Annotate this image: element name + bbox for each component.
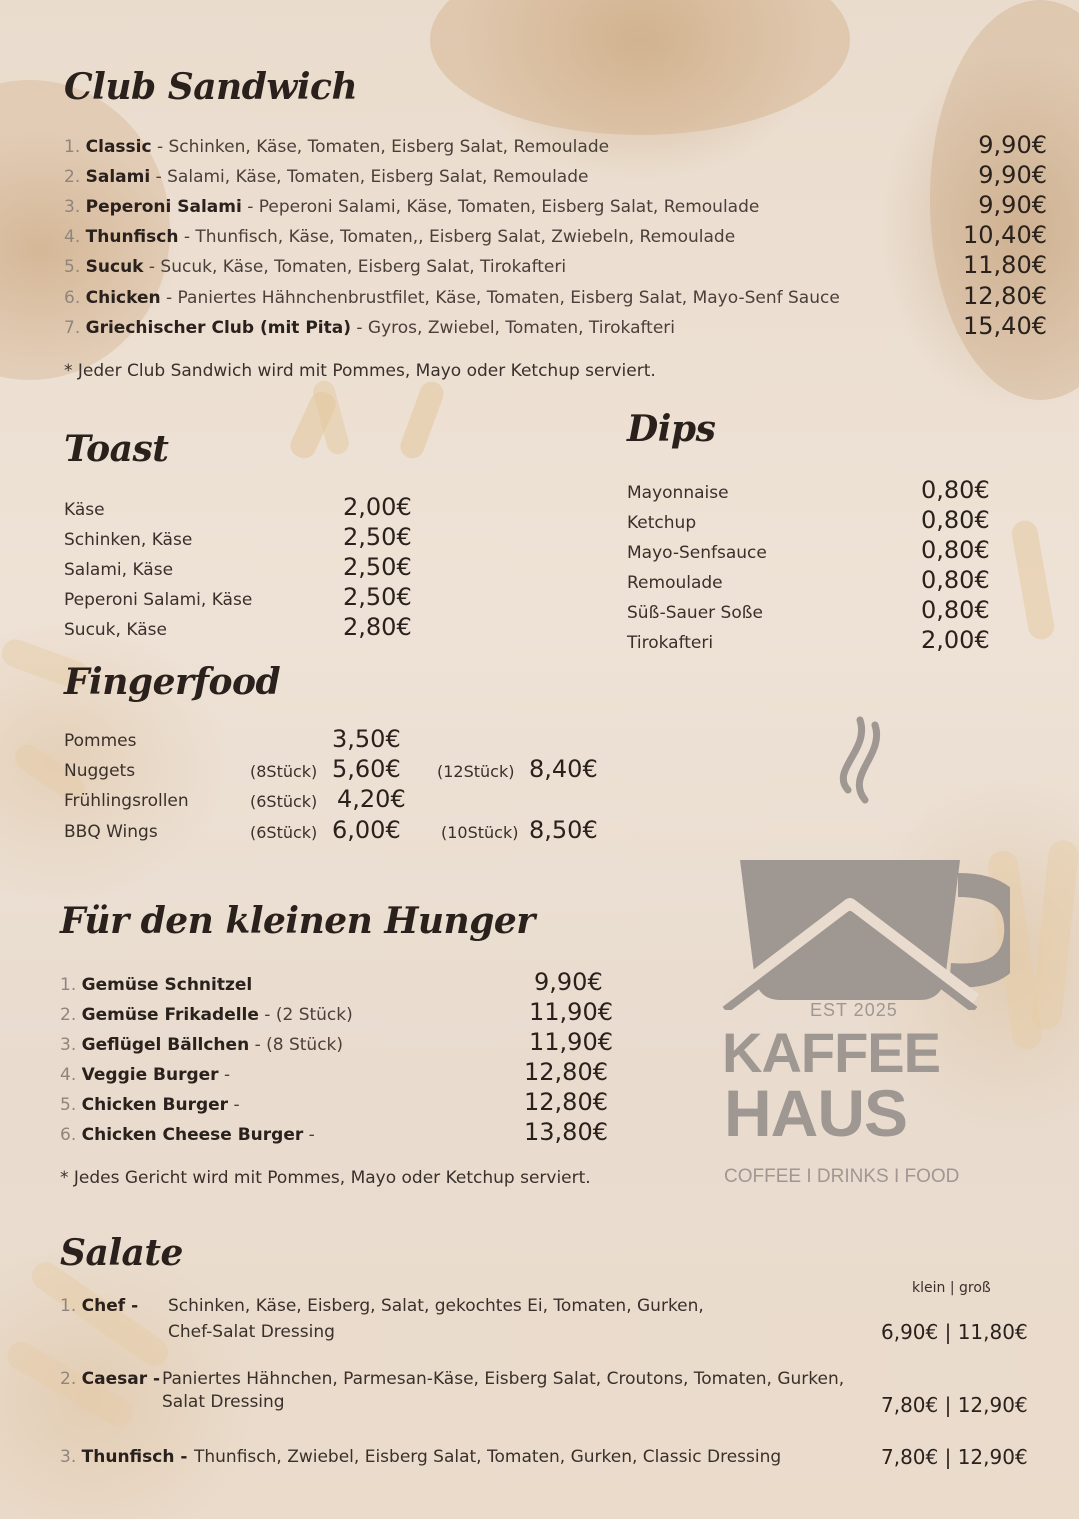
hunger-item-price: 9,90€ xyxy=(534,968,603,996)
hunger-item-price: 11,90€ xyxy=(529,1028,613,1056)
club-item: 4. Thunfisch - Thunfisch, Käse, Tomaten,, Eisberg Salat, Zwiebeln, Remoulade xyxy=(64,227,736,247)
hunger-item: 3. Geflügel Bällchen - (8 Stück) xyxy=(60,1035,344,1055)
club-item: 7. Griechischer Club (mit Pita) - Gyros, Zwiebel, Tomaten, Tirokafteri xyxy=(64,318,676,338)
hunger-item: 1. Gemüse Schnitzel xyxy=(60,975,253,995)
logo-tagline: COFFEE I DRINKS I FOOD xyxy=(724,1166,960,1187)
fingerfood-qty: (8Stück) xyxy=(250,762,318,781)
hunger-item: 5. Chicken Burger - xyxy=(60,1095,240,1115)
club-item-price: 9,90€ xyxy=(978,131,1047,159)
dips-item: Remoulade xyxy=(627,573,723,593)
hunger-item: 4. Veggie Burger - xyxy=(60,1065,231,1085)
salad-desc: Thunfisch, Zwiebel, Eisberg Salat, Tomaten, Gurken, Classic Dressing xyxy=(194,1447,782,1467)
fingerfood-qty: (6Stück) xyxy=(250,792,318,811)
hunger-item: 6. Chicken Cheese Burger - xyxy=(60,1125,315,1145)
fingerfood-qty: (6Stück) xyxy=(250,823,318,842)
club-item-price: 10,40€ xyxy=(963,221,1047,249)
logo-kaffee: KAFFEE xyxy=(722,1021,940,1084)
salad-item: 2. Caesar - xyxy=(60,1369,161,1389)
salate-title: Salate xyxy=(60,1232,183,1274)
toast-item: Peperoni Salami, Käse xyxy=(64,590,253,610)
fingerfood-qty: (12Stück) xyxy=(437,762,515,781)
hunger-item-price: 12,80€ xyxy=(524,1088,608,1116)
hunger-item: 2. Gemüse Frikadelle - (2 Stück) xyxy=(60,1005,353,1025)
salad-desc: Salat Dressing xyxy=(162,1392,285,1412)
hunger-note: * Jedes Gericht wird mit Pommes, Mayo oder Ketchup serviert. xyxy=(60,1168,591,1188)
fingerfood-item-price: 3,50€ xyxy=(332,725,401,753)
salad-price: 7,80€ | 12,90€ xyxy=(881,1445,1028,1469)
toast-item-price: 2,00€ xyxy=(343,493,412,521)
salate-size-label: klein | groß xyxy=(912,1280,991,1296)
salad-desc: Paniertes Hähnchen, Parmesan-Käse, Eisberg Salat, Croutons, Tomaten, Gurken, xyxy=(162,1369,845,1389)
club-item: 3. Peperoni Salami - Peperoni Salami, Käse, Tomaten, Eisberg Salat, Remoulade xyxy=(64,197,760,217)
fingerfood-item: BBQ Wings xyxy=(64,822,158,842)
toast-item-price: 2,50€ xyxy=(343,583,412,611)
salad-desc: Chef-Salat Dressing xyxy=(168,1322,335,1342)
club-item: 2. Salami - Salami, Käse, Tomaten, Eisberg Salat, Remoulade xyxy=(64,167,589,187)
salad-price: 6,90€ | 11,80€ xyxy=(881,1320,1028,1344)
coffee-cup-icon xyxy=(720,710,1010,1010)
club-sandwich-title: Club Sandwich xyxy=(64,66,358,108)
dips-item-price: 0,80€ xyxy=(921,596,990,624)
club-item: 5. Sucuk - Sucuk, Käse, Tomaten, Eisberg Salat, Tirokafteri xyxy=(64,257,567,277)
dips-item: Süß-Sauer Soße xyxy=(627,603,763,623)
dips-item-price: 2,00€ xyxy=(921,626,990,654)
toast-item-price: 2,80€ xyxy=(343,613,412,641)
fingerfood-item: Nuggets xyxy=(64,761,136,781)
toast-item-price: 2,50€ xyxy=(343,523,412,551)
fingerfood-item-price: 5,60€ xyxy=(332,755,401,783)
club-item-price: 15,40€ xyxy=(963,312,1047,340)
salad-item: 3. Thunfisch - xyxy=(60,1447,188,1467)
toast-item: Sucuk, Käse xyxy=(64,620,167,640)
dips-item-price: 0,80€ xyxy=(921,506,990,534)
club-item-price: 9,90€ xyxy=(978,161,1047,189)
fingerfood-item-price: 4,20€ xyxy=(337,785,406,813)
club-item: 1. Classic - Schinken, Käse, Tomaten, Eisberg Salat, Remoulade xyxy=(64,137,610,157)
logo-haus: HAUS xyxy=(724,1076,908,1150)
dips-item-price: 0,80€ xyxy=(921,536,990,564)
dips-item-price: 0,80€ xyxy=(921,566,990,594)
toast-title: Toast xyxy=(64,428,169,470)
fingerfood-item-price: 8,50€ xyxy=(529,816,598,844)
dips-item: Ketchup xyxy=(627,513,697,533)
toast-item-price: 2,50€ xyxy=(343,553,412,581)
toast-item: Käse xyxy=(64,500,105,520)
hunger-item-price: 13,80€ xyxy=(524,1118,608,1146)
toast-item: Schinken, Käse xyxy=(64,530,193,550)
club-item-price: 11,80€ xyxy=(963,251,1047,279)
logo-est: EST 2025 xyxy=(810,1000,898,1020)
hunger-item-price: 11,90€ xyxy=(529,998,613,1026)
kaffeehaus-logo xyxy=(720,710,1010,1190)
hunger-title: Für den kleinen Hunger xyxy=(60,900,535,942)
club-item-price: 12,80€ xyxy=(963,282,1047,310)
salad-price: 7,80€ | 12,90€ xyxy=(881,1393,1028,1417)
dips-title: Dips xyxy=(627,408,716,450)
dips-item-price: 0,80€ xyxy=(921,476,990,504)
fingerfood-item-price: 8,40€ xyxy=(529,755,598,783)
salad-desc: Schinken, Käse, Eisberg, Salat, gekochtes Ei, Tomaten, Gurken, xyxy=(168,1296,704,1316)
dips-item: Mayo-Senfsauce xyxy=(627,543,767,563)
club-item: 6. Chicken - Paniertes Hähnchenbrustfilet, Käse, Tomaten, Eisberg Salat, Mayo-Senf Sauce xyxy=(64,288,840,308)
toast-item: Salami, Käse xyxy=(64,560,174,580)
fingerfood-item: Pommes xyxy=(64,731,137,751)
hunger-item-price: 12,80€ xyxy=(524,1058,608,1086)
fingerfood-item: Frühlingsrollen xyxy=(64,791,189,811)
club-note: * Jeder Club Sandwich wird mit Pommes, Mayo oder Ketchup serviert. xyxy=(64,361,656,381)
fingerfood-title: Fingerfood xyxy=(64,661,281,703)
dips-item: Mayonnaise xyxy=(627,483,729,503)
dips-item: Tirokafteri xyxy=(627,633,714,653)
fingerfood-qty: (10Stück) xyxy=(441,823,519,842)
club-item-price: 9,90€ xyxy=(978,191,1047,219)
salad-item: 1. Chef - xyxy=(60,1296,139,1316)
fingerfood-item-price: 6,00€ xyxy=(332,816,401,844)
